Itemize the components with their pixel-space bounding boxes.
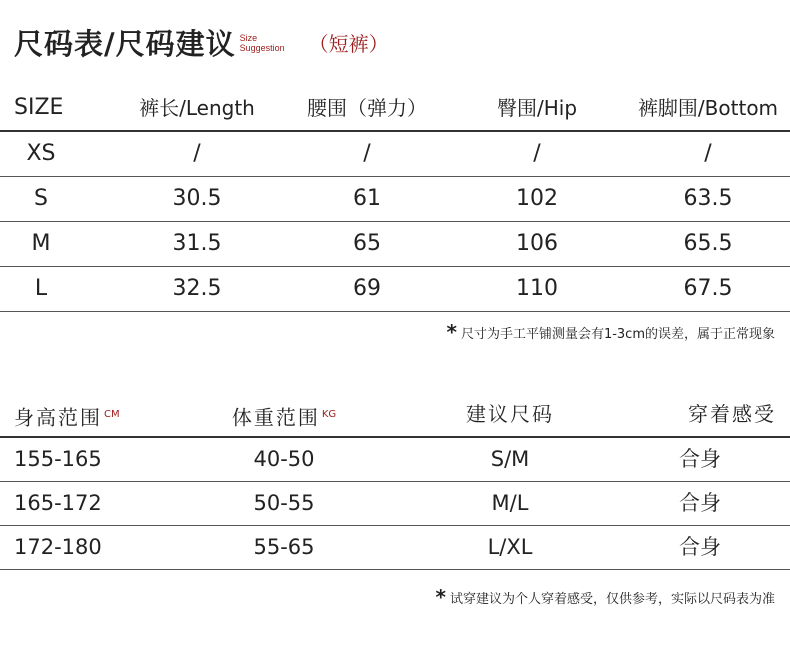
table-row [0, 177, 790, 222]
fit-note-text: 试穿建议为个人穿着感受，仅供参考，实际以尺码表为准 [449, 592, 775, 607]
size-table-header [0, 86, 790, 132]
table-cell: 65.5 [683, 231, 733, 256]
table-cell: 110 [516, 276, 558, 301]
size-table-header-cell: 腰围（弹力） [307, 96, 427, 120]
table-cell: 67.5 [683, 276, 733, 301]
suggestion-table-header [0, 393, 790, 438]
table-cell: 合身 [679, 491, 721, 515]
page-title: 尺码表/尺码建议 [14, 26, 236, 61]
size-table-header-cell: 裤长/Length [139, 96, 255, 120]
size-table-header-cell: 臀围/Hip [496, 96, 578, 120]
table-cell: 172-180 [14, 535, 102, 559]
table-row [0, 438, 790, 482]
height-unit: CM [104, 409, 120, 420]
table-cell: 40-50 [253, 447, 315, 471]
table-cell: / [533, 141, 541, 166]
table-cell: 61 [353, 186, 381, 211]
table-cell: XS [26, 141, 56, 166]
fit-note [435, 585, 775, 609]
table-cell: / [193, 141, 201, 166]
table-cell: 165-172 [14, 491, 102, 515]
page-header [14, 24, 389, 60]
table-cell: 31.5 [172, 231, 222, 256]
suggestion-header-cell: 穿着感受 [688, 402, 776, 426]
suggestion-header-cell [214, 393, 354, 436]
table-cell: L [34, 276, 48, 301]
height-range-header: 身高范围 [14, 405, 102, 430]
size-table-header-cell: SIZE [14, 95, 64, 120]
measurement-note-text: 尺寸为手工平铺测量会有1-3cm的误差，属于正常现象 [460, 327, 775, 342]
suggestion-table [0, 393, 790, 570]
weight-range-header: 体重范围 [231, 405, 320, 430]
table-row [0, 482, 790, 526]
asterisk-icon: * [446, 320, 457, 344]
size-table-header-cell: 裤脚围/Bottom [637, 96, 779, 120]
table-cell: 合身 [679, 535, 721, 559]
table-row [0, 526, 790, 570]
table-cell: S/M [490, 447, 530, 471]
table-cell: 32.5 [172, 276, 222, 301]
table-cell: 55-65 [253, 535, 315, 559]
suggestion-header-cell [14, 393, 174, 436]
table-cell: 30.5 [172, 186, 222, 211]
table-row [0, 222, 790, 267]
table-cell: 合身 [679, 447, 721, 471]
table-cell: 50-55 [253, 491, 315, 515]
table-cell: 155-165 [14, 447, 102, 471]
suggestion-header-cell: 建议尺码 [466, 402, 554, 426]
weight-unit: KG [321, 409, 337, 420]
table-cell: 102 [516, 186, 558, 211]
table-cell: / [363, 141, 371, 166]
table-cell: 106 [516, 231, 558, 256]
page-subtitle: （短裤） [308, 31, 389, 56]
table-cell: M/L [491, 491, 529, 515]
measurement-note [446, 320, 775, 344]
size-table [0, 86, 790, 312]
table-cell: 65 [353, 231, 381, 256]
table-cell: S [34, 186, 48, 211]
title-english-line2: Suggestion [239, 43, 285, 53]
table-cell: 69 [353, 276, 381, 301]
table-row [0, 267, 790, 312]
table-cell: / [704, 141, 712, 166]
title-english [240, 33, 285, 53]
table-cell: L/XL [487, 535, 533, 559]
title-english-line1: Size [239, 33, 258, 43]
asterisk-icon: * [435, 585, 446, 609]
table-row [0, 132, 790, 177]
table-cell: 63.5 [683, 186, 733, 211]
table-cell: M [31, 231, 51, 256]
